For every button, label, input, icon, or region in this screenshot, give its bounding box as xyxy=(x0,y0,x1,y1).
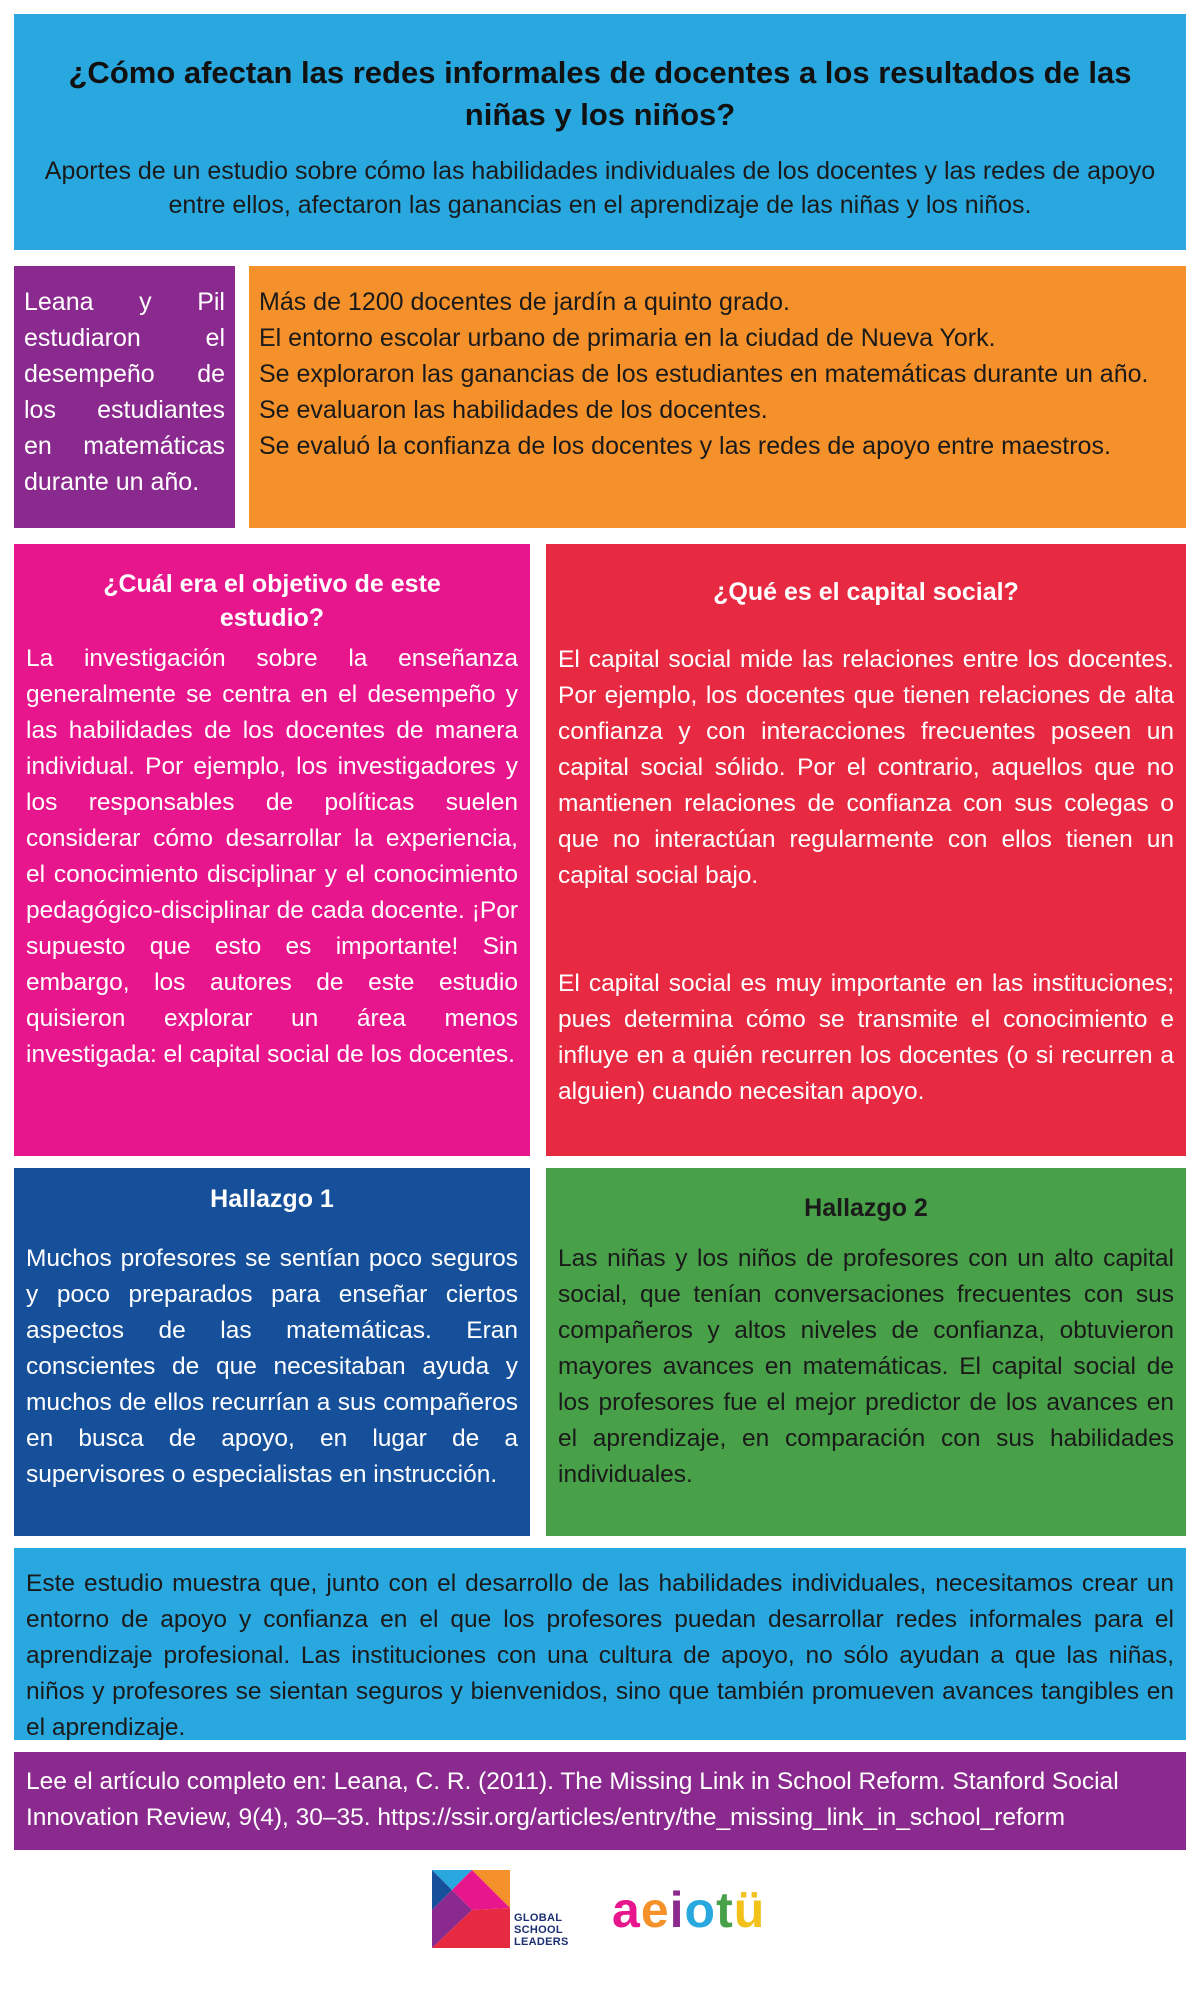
objective-text: La investigación sobre la enseñanza generalmente se centra en el desempeño y las habilidades de los docentes de manera individual. Por ejemplo, los investigadores y los responsables de políticas suelen considerar cómo desarrollar la experiencia, el conocimiento disciplinar y el conocimiento pedagógico-disciplinar de cada docente. ¡Por supuesto que esto es importante! Sin embargo, los autores de este estudio quisieron explorar un área menos investigada: el capital social de los docentes. xyxy=(26,645,518,1068)
researchers-text: Leana y Pil estudiaron el desempeño de los estudiantes en matemáticas durante un año. xyxy=(24,288,225,496)
study-details-box xyxy=(249,266,1186,528)
study-detail-item: Se exploraron las ganancias de los estudiantes en matemáticas durante un año. xyxy=(259,360,1149,388)
aeiotu-letter: ü xyxy=(733,1882,766,1938)
aeiotu-letter: i xyxy=(669,1882,685,1938)
social-capital-heading: ¿Qué es el capital social? xyxy=(713,578,1019,606)
logo-footer xyxy=(0,1870,1200,1970)
header-banner xyxy=(14,14,1186,250)
finding-2-heading: Hallazgo 2 xyxy=(804,1194,928,1222)
aeiotu-letter: e xyxy=(640,1882,670,1938)
page-subtitle: Aportes de un estudio sobre cómo las habilidades individuales de los docentes y las redes de apoyo entre ellos, afectaron las ganancias en el aprendizaje de las niñas y los niños. xyxy=(44,157,1156,219)
study-detail-item: Se evaluó la confianza de los docentes y las redes de apoyo entre maestros. xyxy=(259,432,1111,460)
researchers-box xyxy=(14,266,235,528)
finding-1-heading: Hallazgo 1 xyxy=(210,1185,334,1213)
social-capital-paragraph: El capital social es muy importante en las instituciones; pues determina cómo se transmite el conocimiento e influye en a quién recurren los docentes (o si recurren a alguien) cuando necesitan apoyo. xyxy=(558,970,1174,1105)
reference-text: Lee el artículo completo en: Leana, C. R. (2011). The Missing Link in School Reform. Stanford Social Innovation Review, 9(4), 30–35. https://ssir.org/articles/entry/the_missing_link_in_school_reform xyxy=(26,1768,1119,1831)
study-detail-item: Más de 1200 docentes de jardín a quinto grado. xyxy=(259,288,790,316)
objective-heading: ¿Cuál era el objetivo de este estudio? xyxy=(103,570,441,632)
social-capital-panel xyxy=(546,544,1186,1156)
gsl-line: SCHOOL xyxy=(514,1924,563,1936)
finding-2-text: Las niñas y los niños de profesores con un alto capital social, que tenían conversaciones frecuentes con sus compañeros y altos niveles de confianza, obtuvieron mayores avances en matemáticas. El capital social de los profesores fue el mejor predictor de los avances en el aprendizaje, en comparación con sus habilidades individuales. xyxy=(558,1245,1174,1488)
finding-1-text: Muchos profesores se sentían poco seguros y poco preparados para enseñar ciertos aspectos de las matemáticas. Eran conscientes de que necesitaban ayuda y muchos de ellos recurrían a sus compañeros en busca de apoyo, en lugar de a supervisores o especialistas en instrucción. xyxy=(26,1245,518,1488)
study-details-list xyxy=(259,284,1176,464)
aeiotu-letter: t xyxy=(716,1882,734,1938)
social-capital-paragraph: El capital social mide las relaciones entre los docentes. Por ejemplo, los docentes que tienen relaciones de alta confianza y con interacciones frecuentes poseen un capital social sólido. Por el contrario, aquellos que no mantienen relaciones de confianza con sus colegas o que no interactúan regularmente con ellos tienen un capital social bajo. xyxy=(558,646,1174,889)
aeiotu-logo xyxy=(612,1880,765,1940)
aeiotu-letter: a xyxy=(612,1882,641,1938)
reference-box xyxy=(14,1752,1186,1850)
finding-2-panel xyxy=(546,1168,1186,1536)
objective-panel xyxy=(14,544,530,1156)
page-title: ¿Cómo afectan las redes informales de docentes a los resultados de las niñas y los niños? xyxy=(68,55,1132,132)
gsl-line: GLOBAL xyxy=(514,1912,563,1924)
finding-1-panel xyxy=(14,1168,530,1536)
global-school-leaders-logo-icon xyxy=(432,1870,510,1948)
conclusion-text: Este estudio muestra que, junto con el desarrollo de las habilidades individuales, necesitamos crear un entorno de apoyo y confianza en el que los profesores puedan desarrollar redes informales para el aprendizaje profesional. Las instituciones con una cultura de apoyo, no sólo ayudan a que las niñas, niños y profesores se sientan seguros y bienvenidos, sino que también promueven avances tangibles en el aprendizaje. xyxy=(26,1570,1174,1741)
study-detail-item: El entorno escolar urbano de primaria en la ciudad de Nueva York. xyxy=(259,324,996,352)
study-detail-item: Se evaluaron las habilidades de los docentes. xyxy=(259,396,768,424)
global-school-leaders-wordmark xyxy=(514,1912,569,1948)
conclusion-box xyxy=(14,1548,1186,1740)
aeiotu-letter: o xyxy=(684,1882,717,1938)
gsl-line: LEADERS xyxy=(514,1936,569,1948)
